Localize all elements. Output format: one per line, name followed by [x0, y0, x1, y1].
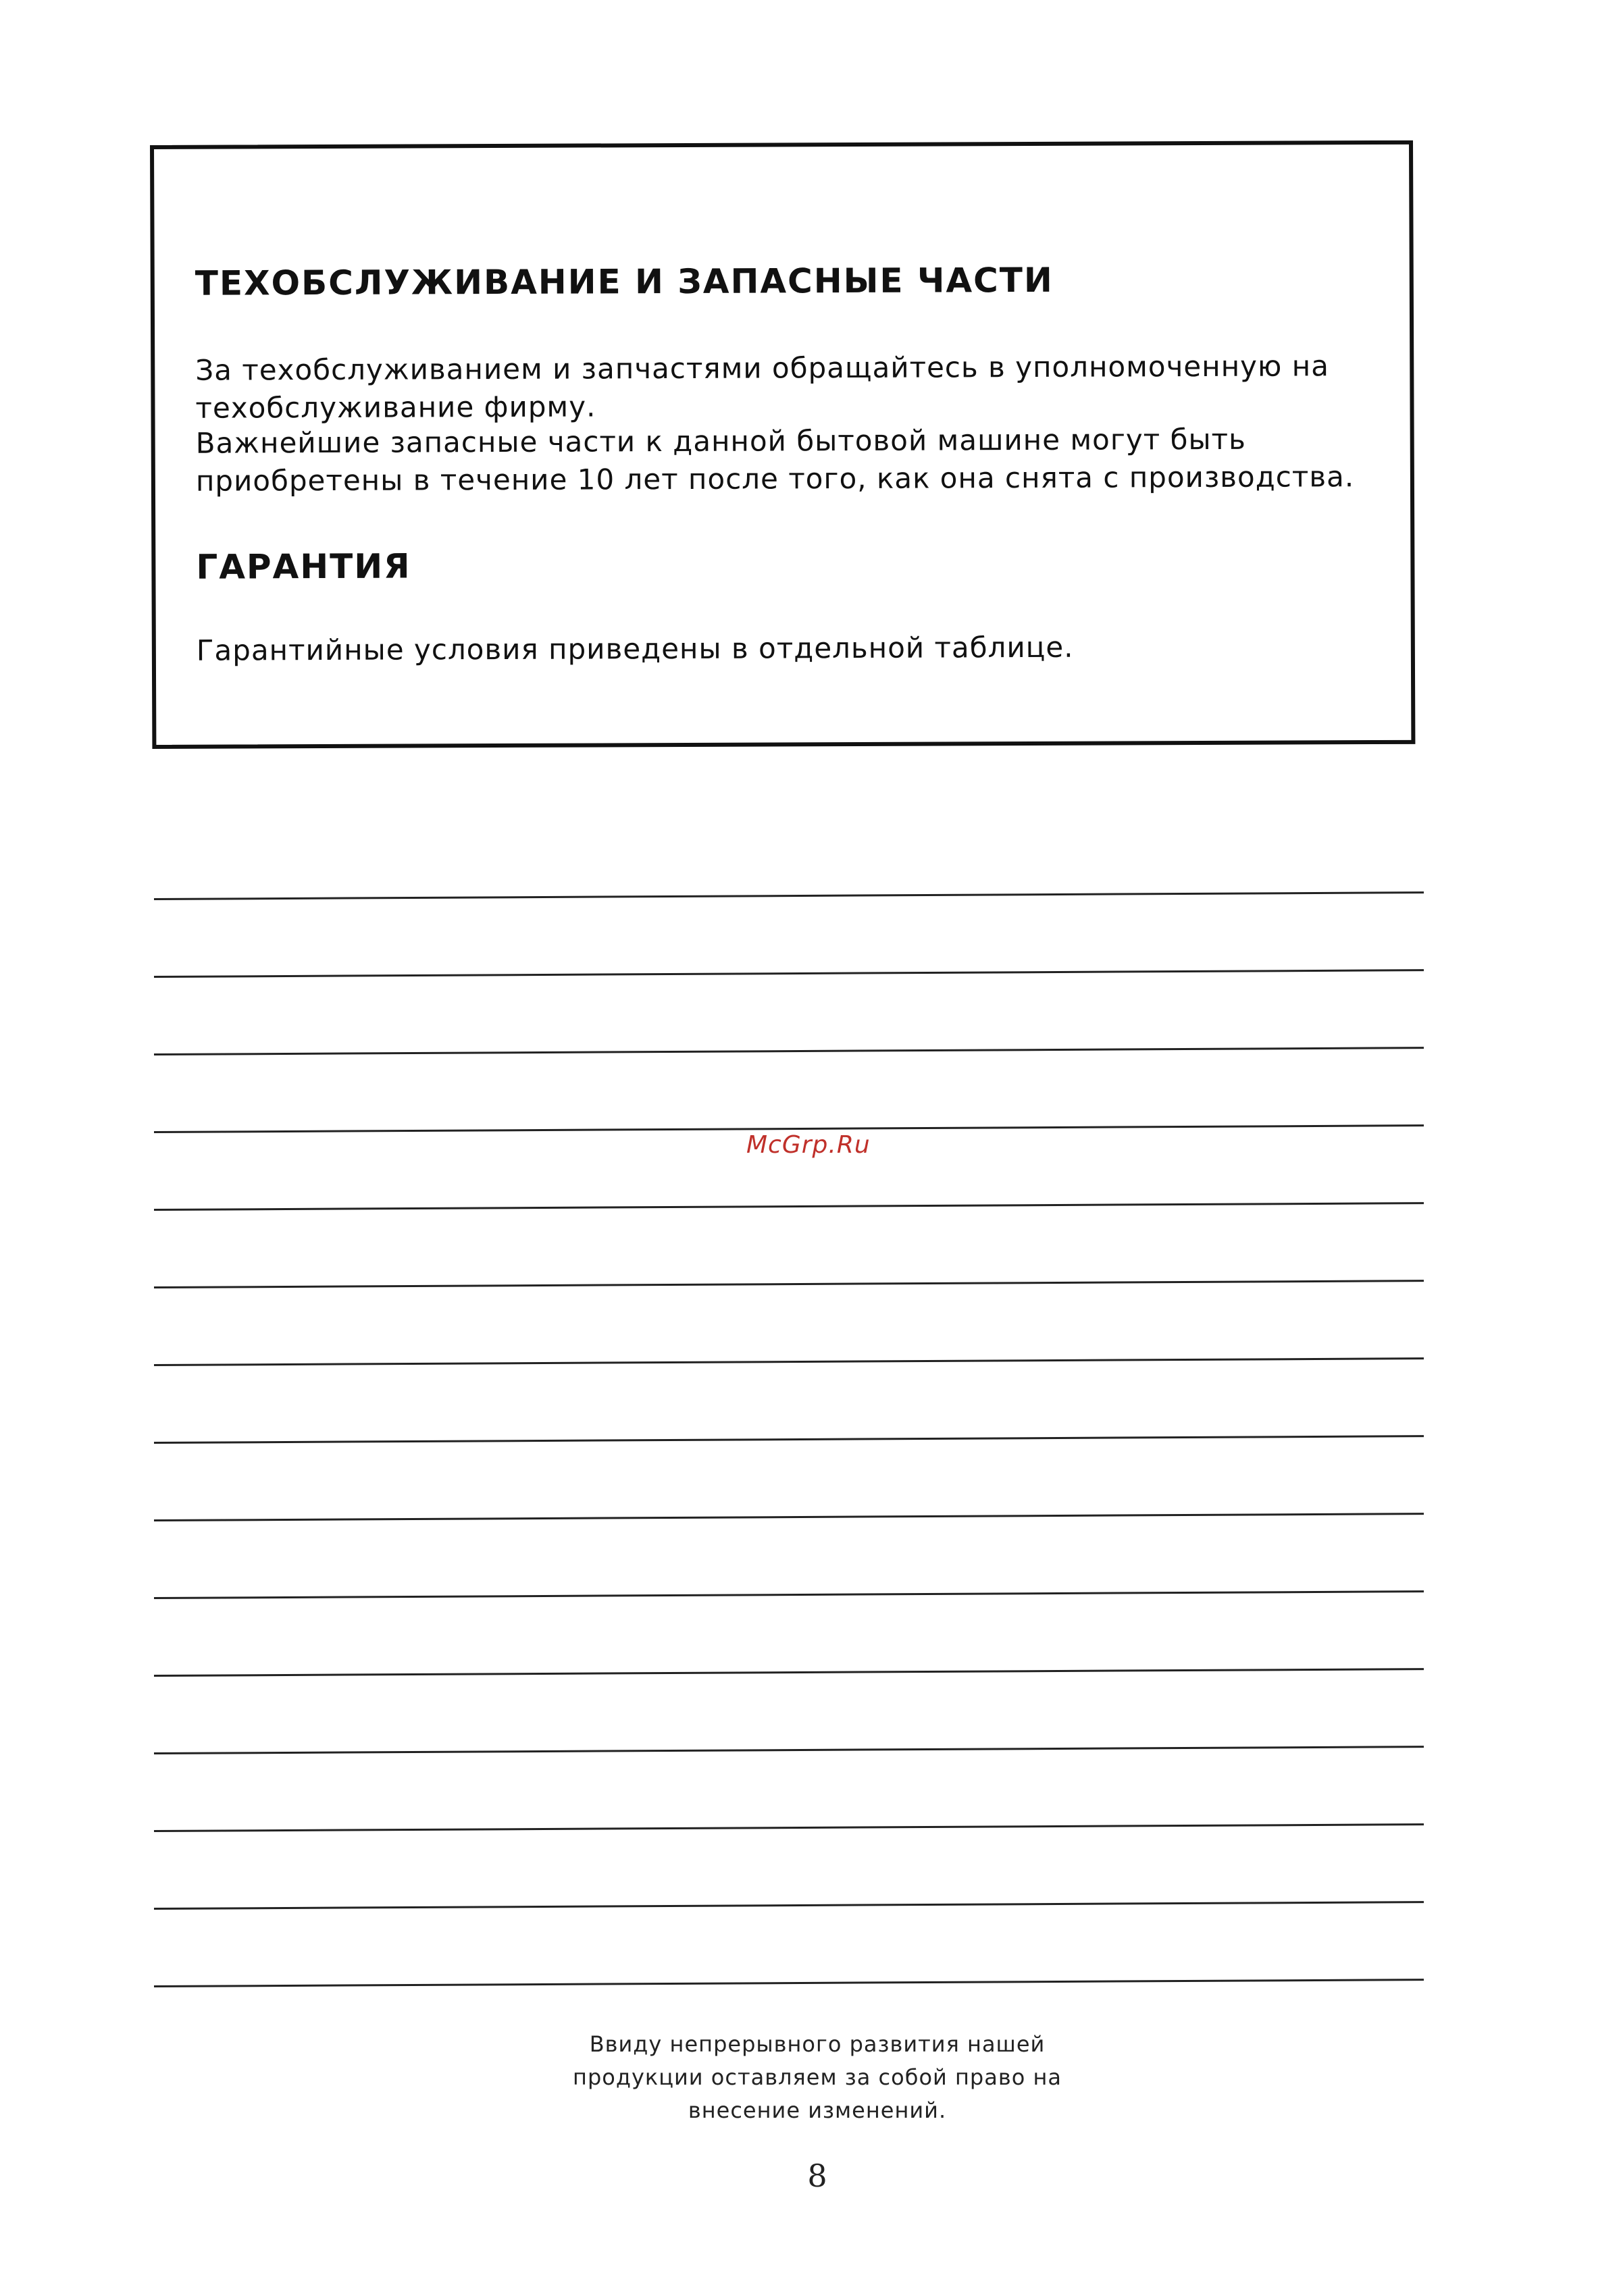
note-line — [154, 1435, 1424, 1444]
note-line — [154, 1357, 1424, 1366]
warranty-title: ГАРАНТИЯ — [196, 546, 411, 587]
note-line — [154, 1746, 1424, 1754]
service-paragraph — [195, 347, 1329, 427]
note-line — [154, 1513, 1424, 1521]
note-line — [154, 891, 1424, 900]
parts-line: Важнейшие запасные части к данной бытовой машине могут быть — [195, 422, 1246, 460]
service-title: ТЕХОБСЛУЖИВАНИЕ И ЗАПАСНЫЕ ЧАСТИ — [195, 260, 1054, 303]
note-line — [154, 1590, 1424, 1599]
warranty-text: Гарантийные условия приведены в отдельной таблице. — [196, 630, 1074, 667]
info-box-content — [195, 145, 1382, 667]
note-line — [154, 1979, 1424, 1987]
footnote-line: внесение изменений. — [688, 2097, 947, 2123]
footnote-line: продукции оставляем за собой право на — [573, 2064, 1062, 2090]
parts-line: приобретены в течение 10 лет после того, как она снята с производства. — [195, 460, 1355, 498]
page-number: 8 — [807, 2158, 827, 2194]
service-line: За техобслуживанием и запчастями обращайтесь в уполномоченную на — [195, 349, 1329, 387]
note-lines — [154, 885, 1424, 1979]
note-line — [154, 1901, 1424, 1910]
note-line — [154, 1047, 1424, 1055]
note-line — [154, 1280, 1424, 1288]
info-box — [150, 140, 1415, 749]
footnote-line: Ввиду непрерывного развития нашей — [589, 2031, 1046, 2057]
note-line — [154, 1823, 1424, 1832]
parts-paragraph — [196, 420, 1355, 500]
service-line: техобслуживание фирму. — [195, 390, 596, 425]
note-line — [154, 969, 1424, 978]
note-line — [154, 1668, 1424, 1677]
footnote — [405, 2028, 1229, 2127]
watermark: McGrp.Ru — [746, 1131, 871, 1159]
note-line — [154, 1202, 1424, 1211]
